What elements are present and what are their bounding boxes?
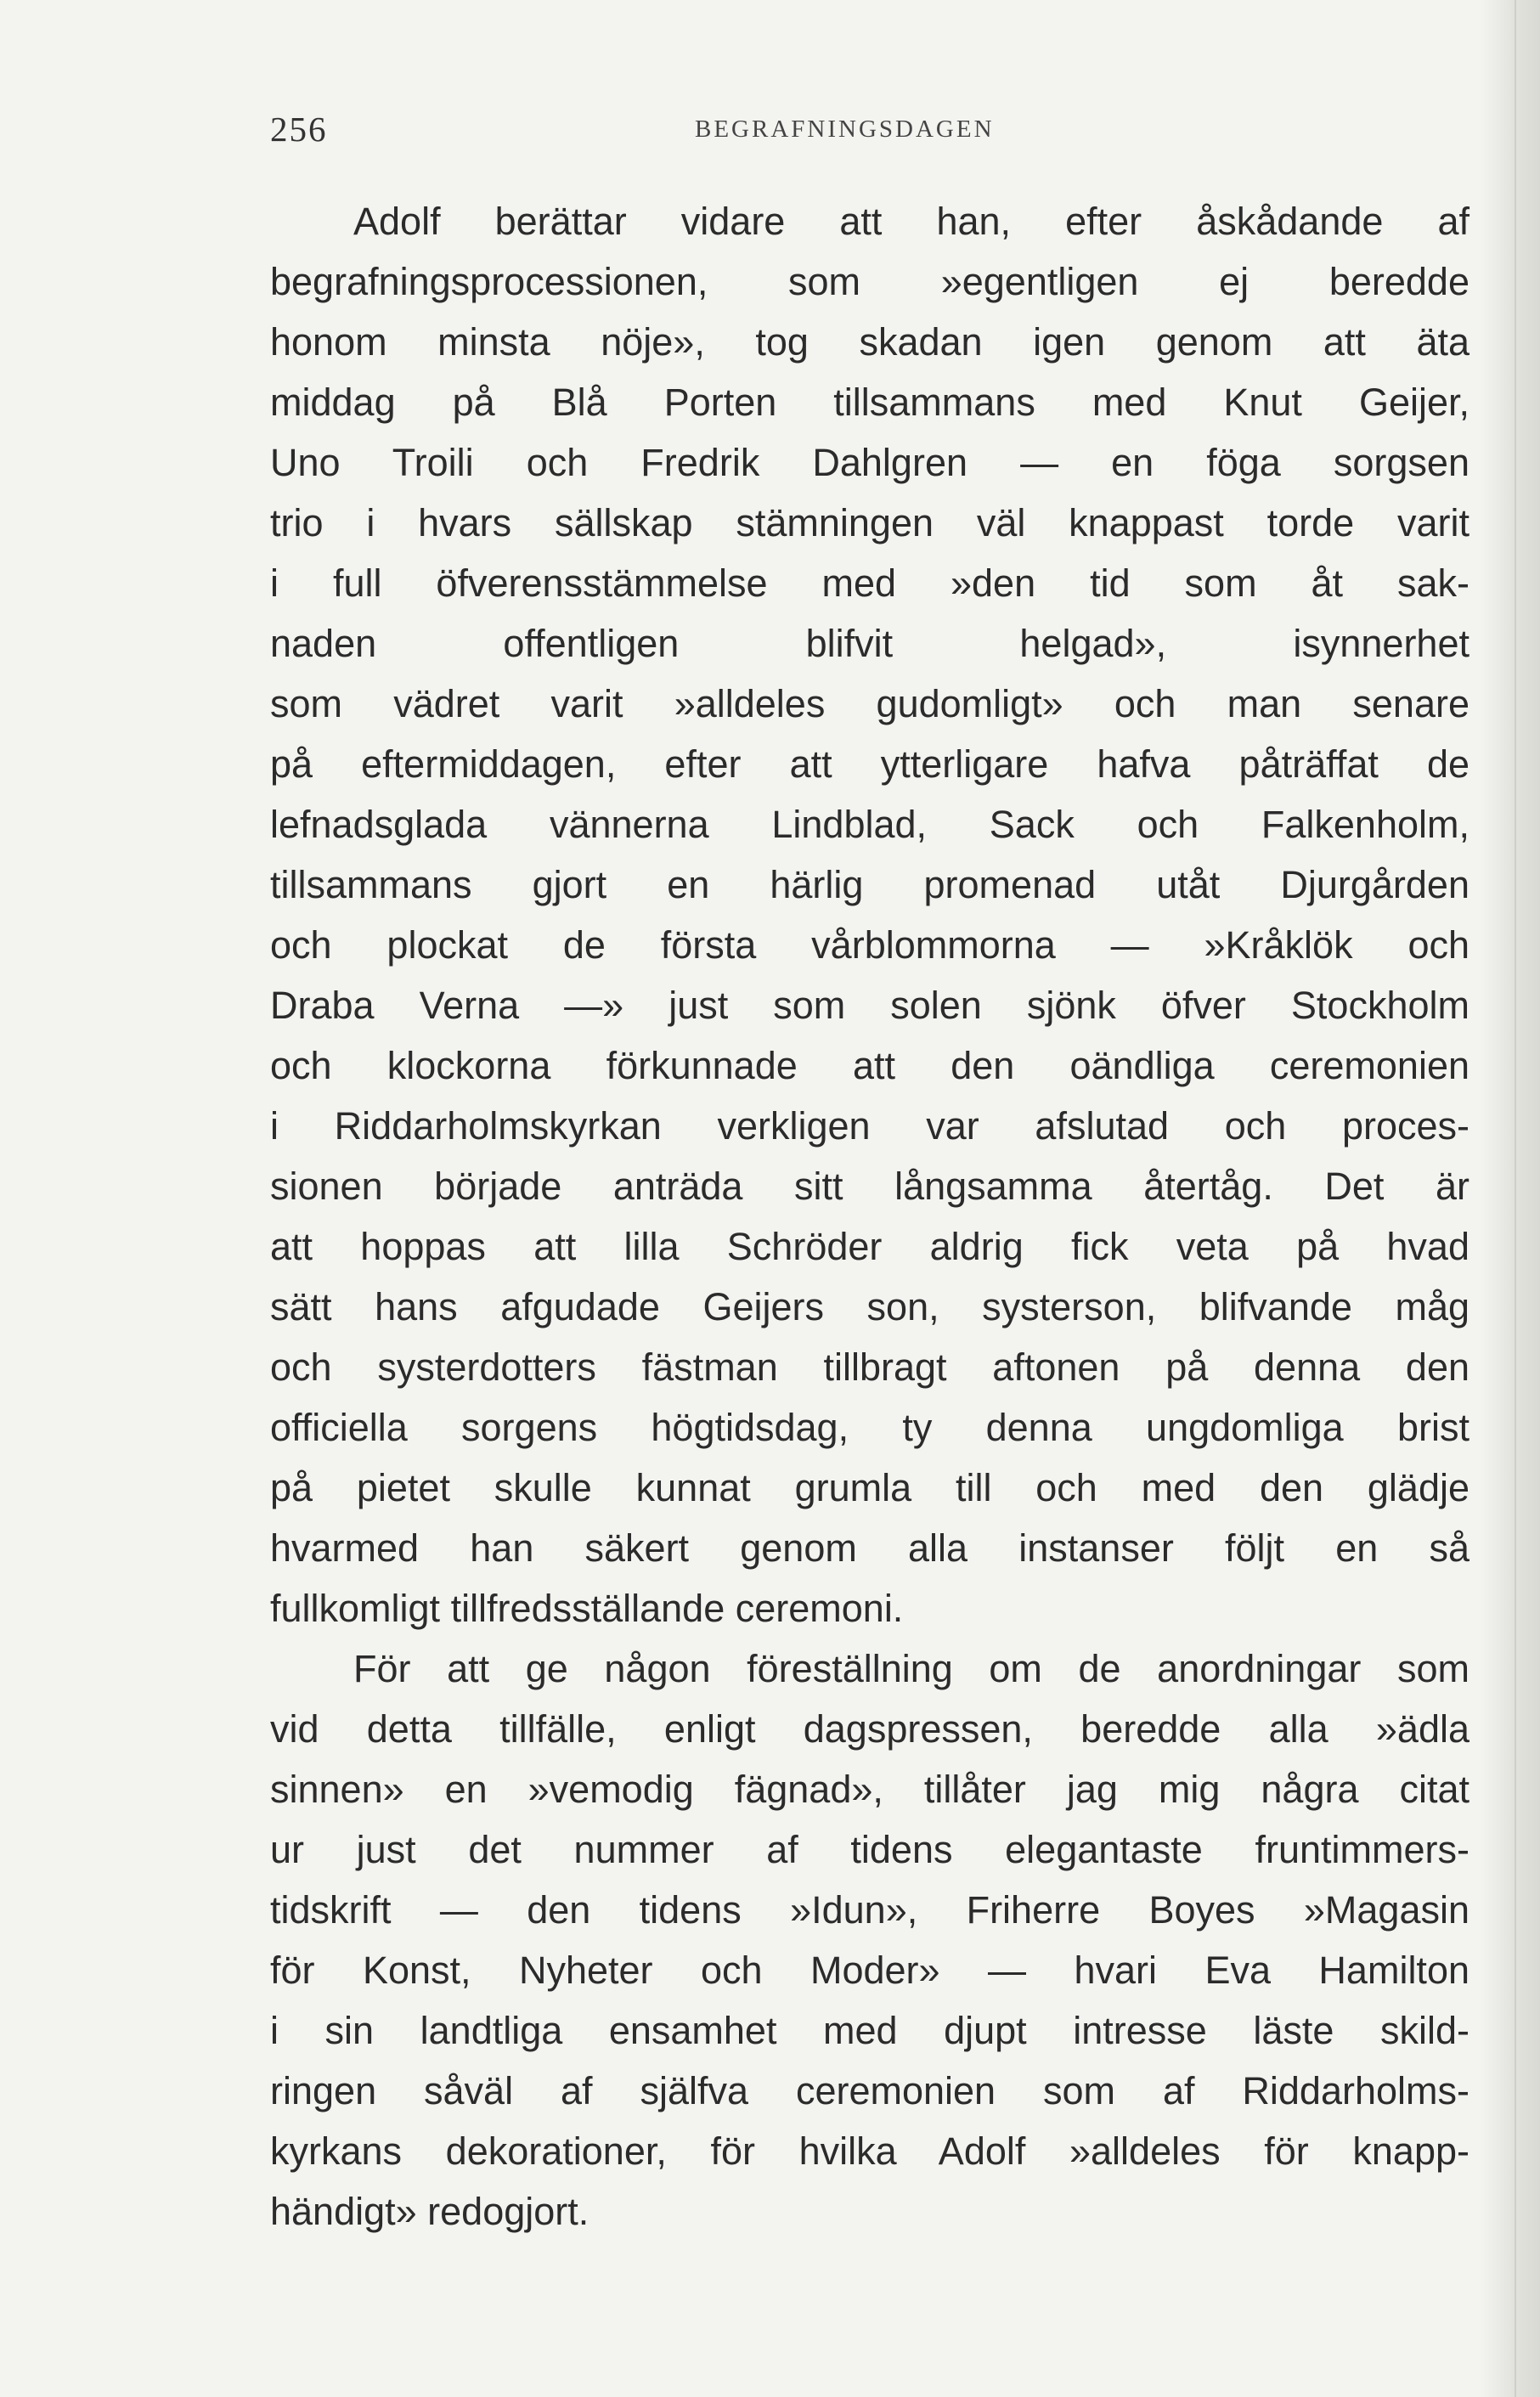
text-line: sionen började anträda sitt långsamma återtåg. Det är	[270, 1165, 1469, 1208]
text-line: ringen såväl af själfva ceremonien som af Riddarholms-	[270, 2069, 1469, 2112]
text-line: sätt hans afgudade Geijers son, systerson, blifvande måg	[270, 1285, 1469, 1328]
text-line: kyrkans dekorationer, för hvilka Adolf »alldeles för knapp-	[270, 2129, 1469, 2173]
text-line: officiella sorgens högtidsdag, ty denna ungdomliga brist	[270, 1406, 1469, 1449]
text-line: För att ge någon föreställning om de anordningar som	[353, 1647, 1469, 1690]
text-line: i full öfverensstämmelse med »den tid som åt sak-	[270, 561, 1469, 605]
page-edge-line	[1515, 0, 1516, 2397]
text-line: hvarmed han säkert genom alla instanser följt en så	[270, 1526, 1469, 1570]
running-head: BEGRAFNINGSDAGEN	[695, 116, 995, 143]
text-line: Uno Troili och Fredrik Dahlgren — en föga sorgsen	[270, 441, 1469, 484]
text-line: honom minsta nöje», tog skadan igen genom att äta	[270, 320, 1469, 364]
text-line: som vädret varit »alldeles gudomligt» och man senare	[270, 682, 1469, 725]
text-line: Adolf berättar vidare att han, efter åskådande af	[353, 200, 1469, 243]
text-line: tillsammans gjort en härlig promenad utåt Djurgården	[270, 863, 1469, 906]
text-line: i sin landtliga ensamhet med djupt intresse läste skild-	[270, 2009, 1469, 2052]
text-line: och systerdotters fästman tillbragt aftonen på denna den	[270, 1345, 1469, 1389]
text-line: naden offentligen blifvit helgad», isynnerhet	[270, 622, 1469, 665]
paragraph-end-line: händigt» redogjort.	[270, 2190, 589, 2233]
text-line: och plockat de första vårblommorna — »Kråklök och	[270, 923, 1469, 967]
text-line: ur just det nummer af tidens elegantaste fruntimmers-	[270, 1828, 1469, 1871]
text-line: trio i hvars sällskap stämningen väl knappast torde varit	[270, 501, 1469, 544]
text-line: lefnadsglada vännerna Lindblad, Sack och Falkenholm,	[270, 803, 1469, 846]
page-header	[270, 109, 1468, 160]
text-line: att hoppas att lilla Schröder aldrig fick veta på hvad	[270, 1225, 1469, 1268]
text-line: och klockorna förkunnade att den oändliga ceremonien	[270, 1044, 1469, 1087]
text-line: i Riddarholmskyrkan verkligen var afslutad och proces-	[270, 1104, 1469, 1148]
text-line: på pietet skulle kunnat grumla till och med den glädje	[270, 1466, 1469, 1509]
paragraph-end-line: fullkomligt tillfredsställande ceremoni.	[270, 1587, 904, 1630]
text-line: vid detta tillfälle, enligt dagspressen, beredde alla »ädla	[270, 1707, 1469, 1751]
text-line: tidskrift — den tidens »Idun», Friherre Boyes »Magasin	[270, 1888, 1469, 1932]
text-line: sinnen» en »vemodig fägnad», tillåter jag mig några citat	[270, 1768, 1469, 1811]
text-line: på eftermiddagen, efter att ytterligare hafva påträffat de	[270, 742, 1469, 786]
body-text	[270, 191, 1469, 2242]
text-line: för Konst, Nyheter och Moder» — hvari Eva Hamilton	[270, 1949, 1469, 1992]
text-line: begrafningsprocessionen, som »egentligen ej beredde	[270, 260, 1469, 303]
text-line: middag på Blå Porten tillsammans med Knut Geijer,	[270, 381, 1469, 424]
page-number: 256	[270, 110, 328, 149]
page-edge-shadow	[1481, 0, 1540, 2397]
text-line: Draba Verna —» just som solen sjönk öfver Stockholm	[270, 984, 1469, 1027]
